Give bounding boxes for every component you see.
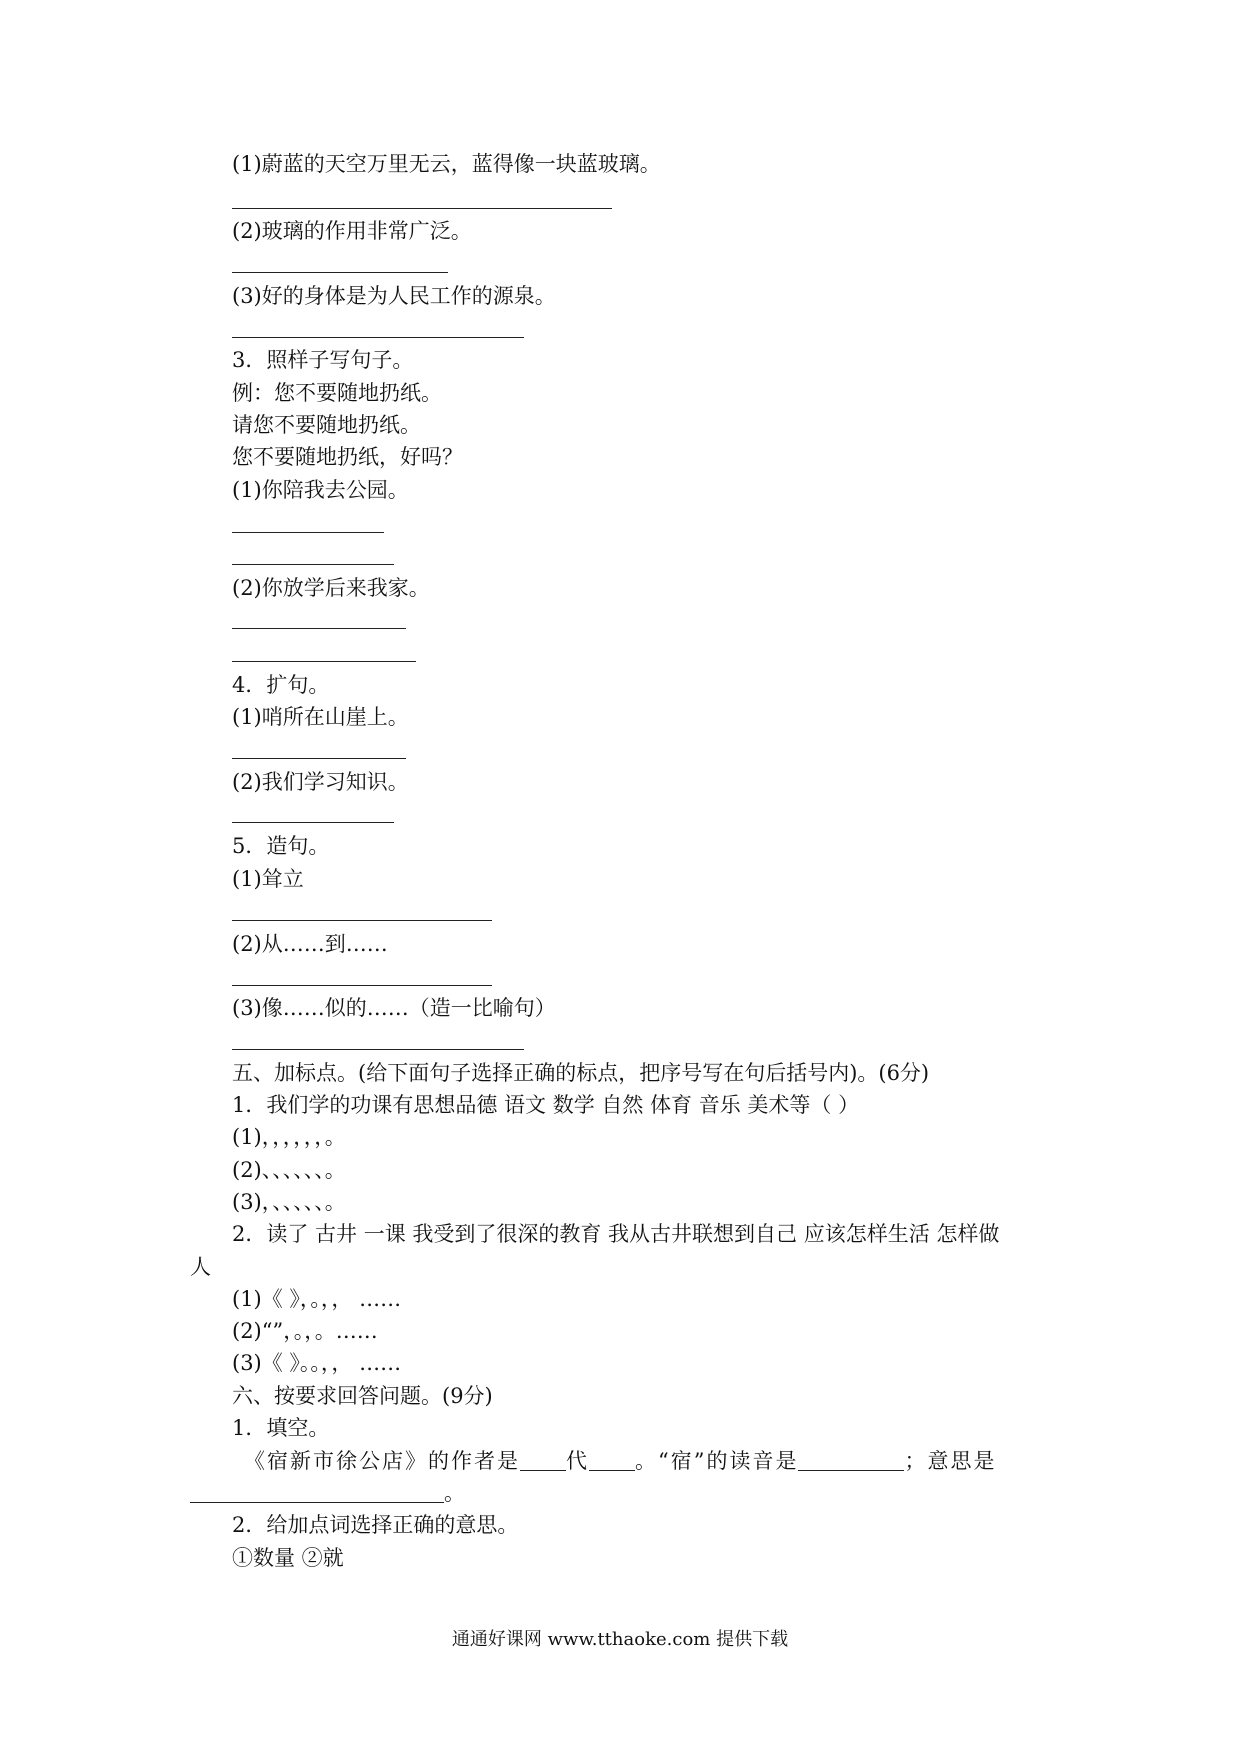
item-2-sentence: (2)玻璃的作用非常广泛。 bbox=[232, 219, 472, 243]
fill-in-continued bbox=[190, 1480, 465, 1506]
option-3: (3)，、、、、、。 bbox=[232, 1190, 346, 1214]
blank-meaning[interactable] bbox=[190, 1482, 444, 1503]
footer-text: 通通好课网 www.tthaoke.com 提供下载 bbox=[451, 1629, 789, 1650]
option-3: (3)《 》。。，， …… bbox=[232, 1351, 402, 1375]
answer-line[interactable] bbox=[232, 628, 406, 629]
blank-dynasty[interactable] bbox=[520, 1450, 566, 1471]
fill-text: ；意思是 bbox=[904, 1449, 997, 1473]
section-5-question-2: 2．读了 古井 一课 我受到了很深的教育 我从古井联想到自己 应该怎样生活 怎样做 bbox=[232, 1222, 1000, 1246]
question-5-item-3: (3)像……似的……（造一比喻句） bbox=[232, 996, 556, 1020]
answer-line[interactable] bbox=[232, 532, 384, 533]
answer-line[interactable] bbox=[232, 272, 448, 273]
fill-text: 《宿新市徐公店》的作者是 bbox=[244, 1449, 520, 1473]
item-1-sentence: (1)蔚蓝的天空万里无云，蓝得像一块蓝玻璃。 bbox=[232, 152, 661, 176]
option-1: (1)《 》，。，， …… bbox=[232, 1287, 402, 1311]
question-3-item-1: (1)你陪我去公园。 bbox=[232, 478, 409, 502]
question-5-item-2: (2)从……到…… bbox=[232, 932, 388, 956]
question-5-heading: 5．造句。 bbox=[232, 834, 330, 858]
fill-text: 代 bbox=[566, 1449, 589, 1473]
answer-line[interactable] bbox=[232, 985, 492, 986]
question-4-item-1: (1)哨所在山崖上。 bbox=[232, 705, 409, 729]
option-1: (1)，，，，，，。 bbox=[232, 1125, 346, 1149]
section-5-question-1: 1．我们学的功课有思想品德 语文 数学 自然 体育 音乐 美术等（ ） bbox=[232, 1093, 860, 1117]
example-line-3: 您不要随地扔纸，好吗？ bbox=[232, 445, 463, 469]
answer-line[interactable] bbox=[232, 920, 492, 921]
question-3-item-2: (2)你放学后来我家。 bbox=[232, 576, 430, 600]
meaning-options: ①数量 ②就 bbox=[232, 1546, 344, 1570]
answer-line[interactable] bbox=[232, 337, 524, 338]
answer-line[interactable] bbox=[232, 1049, 524, 1050]
section-5-heading: 五、加标点。(给下面句子选择正确的标点，把序号写在句后括号内)。(6分) bbox=[232, 1061, 930, 1085]
option-2: (2)“”，。，。…… bbox=[232, 1319, 378, 1343]
answer-line[interactable] bbox=[232, 208, 612, 209]
section-5-question-2-continued: 人 bbox=[190, 1255, 211, 1279]
blank-pronunciation[interactable] bbox=[798, 1450, 904, 1471]
question-4-item-2: (2)我们学习知识。 bbox=[232, 770, 409, 794]
fill-in-sentence bbox=[244, 1448, 996, 1474]
example-line-2: 请您不要随地扔纸。 bbox=[232, 413, 421, 437]
fill-text: 。 bbox=[444, 1481, 465, 1505]
answer-line[interactable] bbox=[232, 661, 416, 662]
section-6-heading: 六、按要求回答问题。(9分) bbox=[232, 1384, 493, 1408]
example-line-1: 例：您不要随地扔纸。 bbox=[232, 381, 442, 405]
answer-line[interactable] bbox=[232, 564, 394, 565]
question-4-heading: 4．扩句。 bbox=[232, 673, 330, 697]
fill-text: 。“宿”的读音是 bbox=[635, 1449, 799, 1473]
question-5-item-1: (1)耸立 bbox=[232, 867, 304, 891]
option-2: (2)、、、、、、。 bbox=[232, 1158, 346, 1182]
question-3-heading: 3．照样子写句子。 bbox=[232, 348, 414, 372]
blank-author[interactable] bbox=[589, 1450, 635, 1471]
section-6-question-1: 1．填空。 bbox=[232, 1416, 330, 1440]
section-6-question-2: 2．给加点词选择正确的意思。 bbox=[232, 1513, 519, 1537]
answer-line[interactable] bbox=[232, 758, 406, 759]
answer-line[interactable] bbox=[232, 822, 394, 823]
item-3-sentence: (3)好的身体是为人民工作的源泉。 bbox=[232, 284, 556, 308]
